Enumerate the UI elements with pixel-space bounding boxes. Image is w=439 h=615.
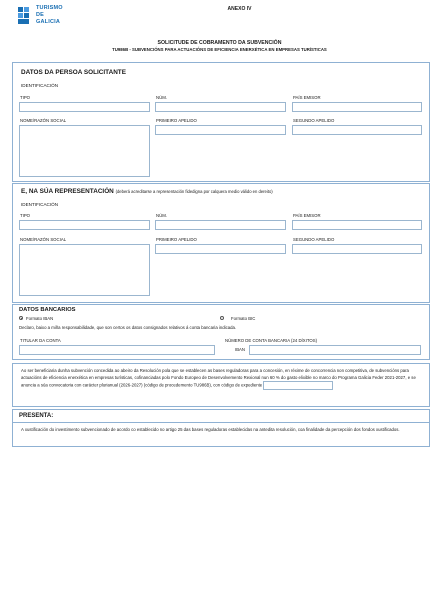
representative-surname1-label: PRIMEIRO APELIDO xyxy=(156,237,197,242)
representative-identification-label: IDENTIFICACIÓN xyxy=(21,202,59,207)
form-subtitle: TU986B - SUBVENCIÓNS PARA ACTUACIÓNS DE EFICIENCIA ENERXÉTICA EN EMPRESAS TURÍSTICAS xyxy=(112,47,327,52)
applicant-country-field[interactable] xyxy=(292,102,422,112)
iban-format-radio[interactable] xyxy=(19,316,23,320)
representative-name-field[interactable] xyxy=(19,244,150,296)
file-code-field[interactable] xyxy=(263,381,333,390)
bank-declaration: Declaro, baixo a miña responsabilidade, que son certos os datos consignados relativos á conta bancaria indicada. xyxy=(19,325,237,330)
logo-line-1: TURISMO xyxy=(36,5,63,11)
representative-country-field[interactable] xyxy=(292,220,422,230)
representative-number-field[interactable] xyxy=(155,220,286,230)
representative-name-label: NOME/RAZÓN SOCIAL xyxy=(20,237,67,242)
logo-line-3: GALICIA xyxy=(36,18,61,25)
representative-note: (deberá acreditarse a representación fidedigna por calquera medio válido en dereito) xyxy=(115,189,273,194)
representative-heading-row xyxy=(21,188,273,195)
applicant-number-label: NÚM. xyxy=(156,95,167,100)
bic-format-radio[interactable] xyxy=(220,316,224,320)
iban-prefix: IBAN xyxy=(235,347,246,352)
presents-text: A xustificación do investimento subvencionado de acordo co establecido no artigo 25 das bases reguladoras establecidas na antedita resolución, coa finalidade da percepción dos fondos xustificados. xyxy=(21,427,400,432)
account-holder-label: TITULAR DA CONTA xyxy=(20,338,61,343)
iban-format-label: Formato IBAN xyxy=(26,316,54,321)
applicant-country-label: PAÍS EMISOR xyxy=(293,95,321,100)
representative-number-label: NÚM. xyxy=(156,213,167,218)
representative-surname2-field[interactable] xyxy=(292,244,422,254)
applicant-surname2-label: SEGUNDO APELIDO xyxy=(293,118,335,123)
account-number-label: NÚMERO DE CONTA BANCARIA (24 DÍXITOS) xyxy=(225,338,318,343)
presents-section xyxy=(12,409,430,447)
beneficiary-statement xyxy=(21,367,419,390)
representative-section xyxy=(12,183,430,303)
applicant-type-field[interactable] xyxy=(19,102,150,112)
bic-format-label: Formato BIC xyxy=(231,316,256,321)
applicant-surname1-label: PRIMEIRO APELIDO xyxy=(156,118,197,123)
beneficiary-text: Ao ser beneficiaria dunha subvención concedida ao abeiro da Resolución pola que se establecen as bases reguladoras para a concesión, en réxime de concorrencia non competitiva, de subvencións para actuacións de eficiencia enerxética en empresas turísticas, cofinanciadas polo Fondo Europeo de Desenvolvemento Rexional nun 60 % do gasto elixible no marco do Programa Galicia Feder 2021-2027, e se anuncia a súa convocatoria con carácter plurianual (2026-2027) (código de procedemento TU986B), con código de expediente xyxy=(21,368,416,389)
applicant-number-field[interactable] xyxy=(155,102,286,112)
annex-label: ANEXO IV xyxy=(227,6,252,12)
applicant-surname1-field[interactable] xyxy=(155,125,286,135)
applicant-section xyxy=(12,62,430,182)
applicant-name-field[interactable] xyxy=(19,125,150,177)
account-holder-field[interactable] xyxy=(19,345,215,355)
account-number-field[interactable] xyxy=(249,345,421,355)
form-title: SOLICITUDE DE COBRAMENTO DA SUBVENCIÓN xyxy=(157,40,282,46)
representative-heading: E, NA SÚA REPRESENTACIÓN xyxy=(21,188,114,195)
bank-section xyxy=(12,304,430,360)
beneficiary-section xyxy=(12,363,430,407)
representative-type-label: TIPO xyxy=(20,213,31,218)
representative-surname2-label: SEGUNDO APELIDO xyxy=(293,237,335,242)
applicant-identification-label: IDENTIFICACIÓN xyxy=(21,83,59,88)
logo-line-2: DE xyxy=(36,11,45,18)
representative-surname1-field[interactable] xyxy=(155,244,286,254)
applicant-name-label: NOME/RAZÓN SOCIAL xyxy=(20,118,67,123)
presents-divider xyxy=(13,422,429,423)
applicant-heading: DATOS DA PERSOA SOLICITANTE xyxy=(21,69,126,76)
representative-country-label: PAÍS EMISOR xyxy=(293,213,321,218)
applicant-surname2-field[interactable] xyxy=(292,125,422,135)
presents-heading: PRESENTA: xyxy=(19,413,54,419)
bank-heading: DATOS BANCARIOS xyxy=(19,307,76,313)
applicant-type-label: TIPO xyxy=(20,95,31,100)
representative-type-field[interactable] xyxy=(19,220,150,230)
